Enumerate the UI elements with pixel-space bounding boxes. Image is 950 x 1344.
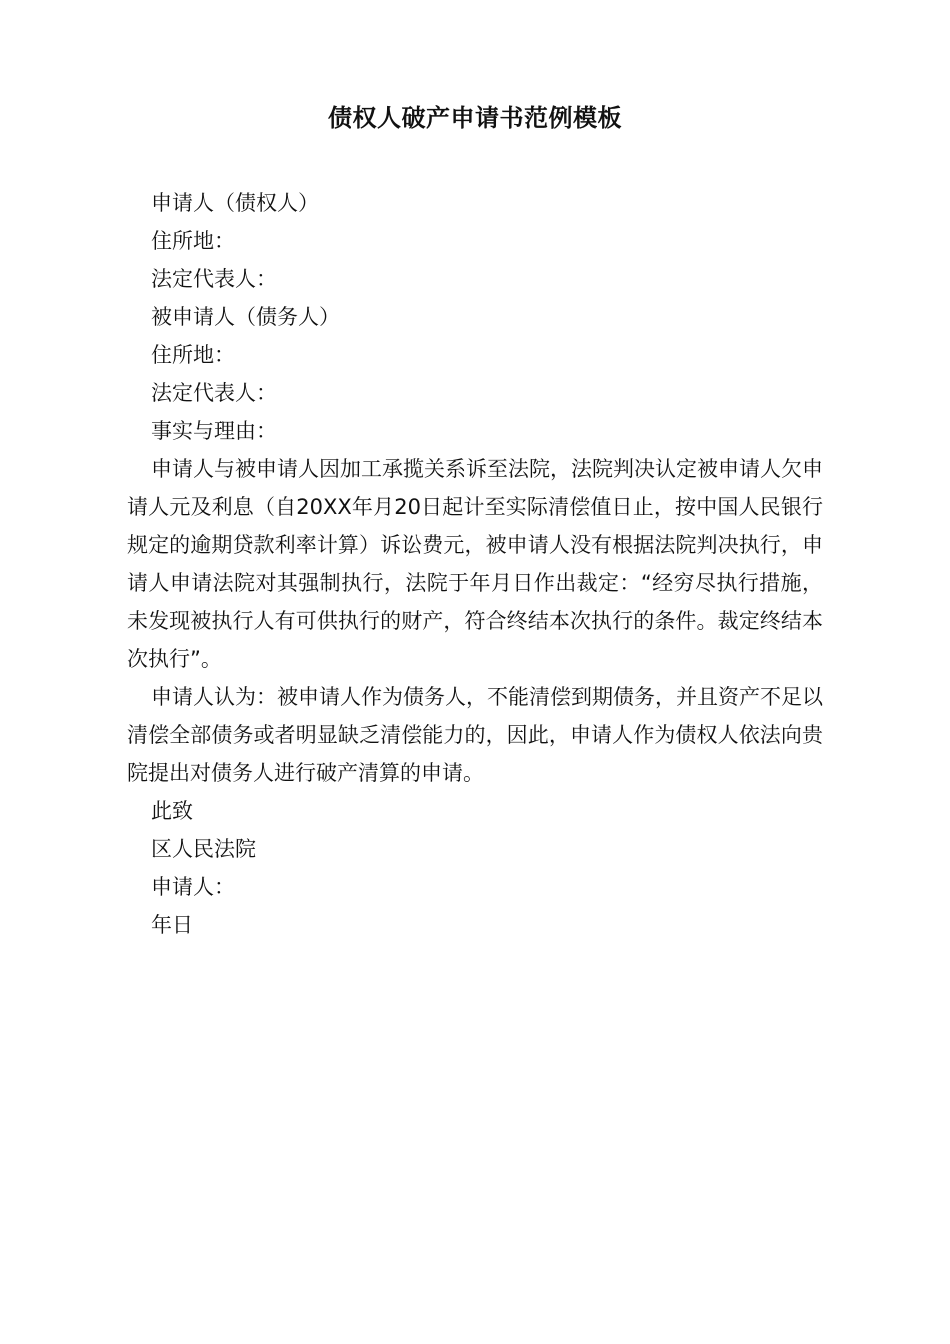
salutation-line: 此致 [151, 799, 193, 823]
document-body [127, 184, 823, 944]
applicant-line: 申请人（债权人） [151, 191, 319, 215]
date-line: 年日 [151, 913, 193, 937]
applicant-representative-line: 法定代表人： [151, 267, 277, 291]
document-title: 债权人破产申请书范例模板 [328, 104, 622, 132]
facts-heading: 事实与理由： [151, 419, 277, 443]
respondent-address-line: 住所地： [151, 343, 235, 367]
respondent-line: 被申请人（债务人） [151, 305, 340, 329]
facts-paragraph: 申请人与被申请人因加工承揽关系诉至法院，法院判决认定被申请人欠申请人元及利息（自20XX年月20日起计至实际清偿值日止，按中国人民银行规定的逾期贷款利率计算）诉讼费元，被申请人没有根据法院判决执行，申请人申请法院对其强制执行，法院于年月日作出裁定：“经穷尽执行措施，未发现被执行人有可供执行的财产，符合终结本次执行的条件。裁定终结本次执行”。 [127, 457, 823, 671]
applicant-address-line: 住所地： [151, 229, 235, 253]
reason-paragraph: 申请人认为：被申请人作为债务人，不能清偿到期债务，并且资产不足以清偿全部债务或者明显缺乏清偿能力的，因此，申请人作为债权人依法向贵院提出对债务人进行破产清算的申请。 [127, 685, 823, 785]
court-line: 区人民法院 [151, 837, 256, 861]
respondent-representative-line: 法定代表人： [151, 381, 277, 405]
signature-line: 申请人： [151, 875, 235, 899]
